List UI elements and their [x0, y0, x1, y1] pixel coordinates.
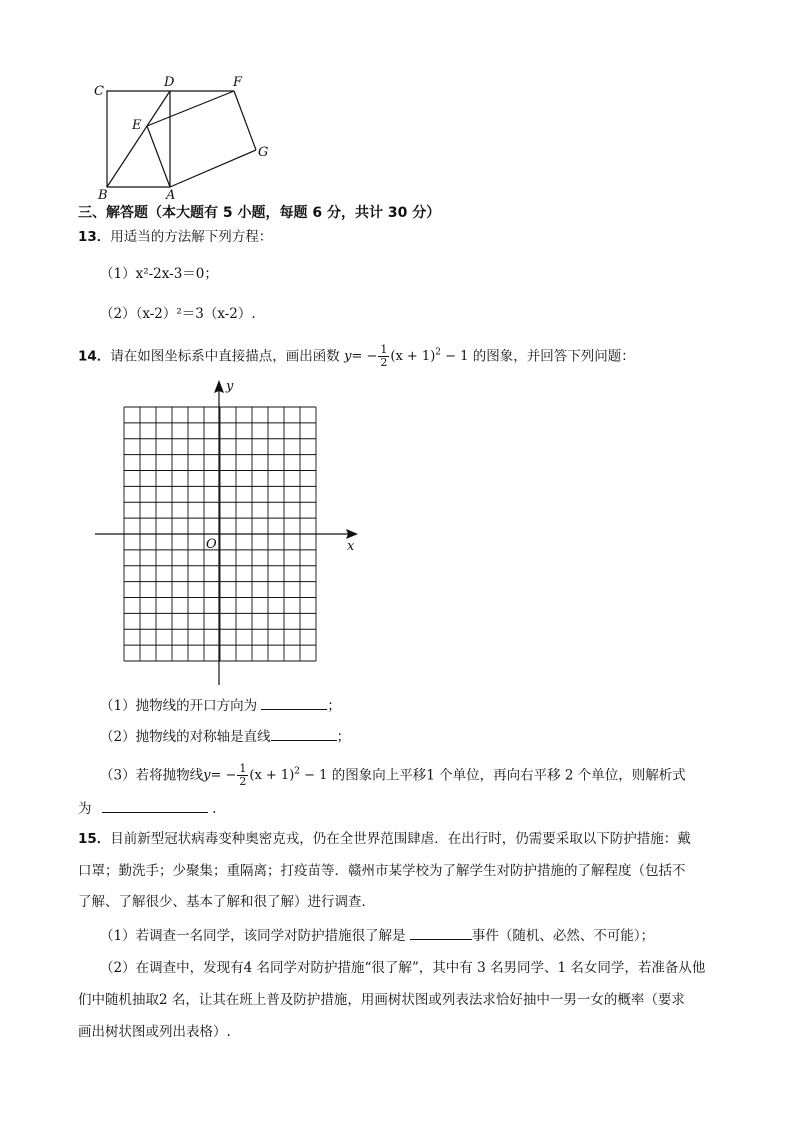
segment-ga — [170, 150, 256, 187]
label-g: G — [258, 145, 269, 160]
question-14-part1: （1）抛物线的开口方向为 ； — [100, 695, 341, 716]
question-15-line1: 15．目前新型冠状病毒变种奥密克戎，仍在全世界范围肆虐．在出行时，仍需要采取以下防护措施：戴 — [78, 831, 691, 847]
question-14 — [78, 343, 635, 369]
label-f: F — [233, 75, 243, 90]
segment-ef — [147, 91, 234, 126]
question-14-number: 14． — [78, 348, 111, 365]
question-14-text-before: 请在如图坐标系中直接描点，画出函数 — [110, 348, 340, 365]
question-13-part1: （1）x²-2x-3＝0； — [100, 266, 218, 282]
y-axis-label: y — [226, 379, 234, 394]
function-formula: y= − $\frac{1}{2}$ $(x + 1)^2 - 1$ — [344, 343, 469, 370]
question-13-number: 13． — [78, 229, 111, 245]
answer-blank-expression[interactable] — [102, 798, 208, 813]
segment-fg — [234, 91, 256, 150]
question-15-line3: 了解、了解很少、基本了解和很了解）进行调查． — [78, 894, 375, 910]
origin-label: O — [206, 537, 217, 552]
geometry-figure — [88, 72, 278, 204]
answer-blank-event[interactable] — [410, 925, 472, 940]
label-d: D — [164, 75, 175, 90]
section-title: 三、解答题（本大题有 5 小题，每题 6 分，共计 30 分） — [78, 205, 441, 221]
coordinate-grid[interactable] — [90, 378, 370, 688]
x-axis-label: x — [347, 539, 355, 554]
question-15-line2: 口罩；勤洗手；少聚集；重隔离；打疫苗等．赣州市某学校为了解学生对防护措施的了解程度（包括不 — [78, 863, 686, 879]
question-13-text: 用适当的方法解下列方程： — [110, 229, 273, 245]
question-13 — [78, 227, 272, 247]
segment-be — [107, 126, 147, 187]
label-c: C — [94, 84, 104, 99]
question-14-part3-line2: 为 . — [78, 798, 216, 819]
question-15-part2-line3: 画出树状图或列出表格）. — [78, 1024, 231, 1040]
label-a: A — [166, 188, 176, 203]
question-14-part2: （2）抛物线的对称轴是直线 ； — [100, 726, 350, 747]
segment-ea — [147, 126, 170, 187]
question-15-part2-line2: 们中随机抽取2 名，让其在班上普及防护措施，用画树状图或列表法求恰好抽中一男一女的概率（要求 — [78, 992, 685, 1008]
label-e: E — [132, 118, 142, 133]
function-formula-2: y= − $\frac{1}{2}$ $(x + 1)^2 - 1$ — [203, 762, 328, 789]
question-14-text-after: 的图象，并回答下列问题： — [472, 348, 635, 365]
answer-blank-opening[interactable] — [261, 695, 327, 710]
question-15-part1: （1）若调查一名同学，该同学对防护措施很了解是 事件（随机、必然、不可能）； — [100, 925, 654, 946]
label-b: B — [98, 188, 108, 203]
question-15-part2-line1: （2）在调查中，发现有4 名同学对防护措施“很了解”，其中有 3 名男同学、1 名女同学，若准备从他 — [100, 960, 706, 976]
answer-blank-axis[interactable] — [271, 726, 337, 741]
question-13-part2: （2）（x-2）²＝3（x-2）. — [100, 306, 256, 322]
question-14-part3: （3）若将抛物线y= − $\frac{1}{2}$ $(x + 1)^2 - 1$ 的图象向上平移1 个单位，再向右平移 2 个单位，则解析式 — [100, 762, 686, 789]
